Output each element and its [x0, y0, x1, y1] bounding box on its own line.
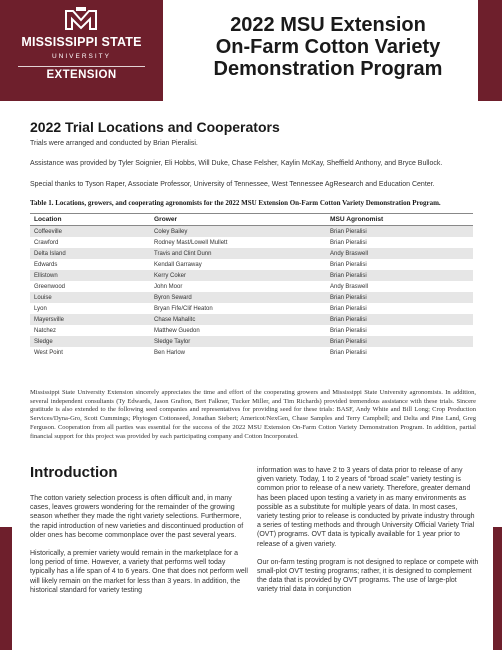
- location-cell: Lyon: [34, 305, 47, 312]
- agronomist-cell: Brian Pieralisi: [330, 305, 367, 312]
- grower-cell: Kerry Coker: [150, 270, 326, 281]
- title-line-2: On-Farm Cotton Variety: [215, 36, 441, 58]
- location-cell: Edwards: [34, 261, 58, 268]
- table-row: [30, 281, 473, 292]
- introduction-right-column: [257, 466, 479, 604]
- location-cell: Louise: [30, 292, 150, 303]
- paragraph-trials-arranged: Trials were arranged and conducted by Brian Pieralisi.: [30, 140, 198, 147]
- grower-cell: Matthew Guedon: [154, 327, 200, 334]
- grower-cell: Rodney Mast/Lowell Mullett: [154, 239, 228, 246]
- grower-cell: Byron Seward: [150, 292, 326, 303]
- location-cell: Natchez: [34, 327, 57, 334]
- location-cell: Mayersville: [30, 314, 150, 325]
- location-cell: Greenwood: [34, 283, 66, 290]
- intro-paragraph: information was to have 2 to 3 years of data prior to release of any given variety. Today, 1 to 2 years of “broad scale” variety testing is common prior to release of a new variety. Therefore, greater demand has been placed upon testing a variety in as many environments as possible as a substitute for multiple years of data. In most cases, variety testing prior to release is conducted by private industry through a series of testing methods and through University Official Variety Trial (OVT) programs. OVT data is typically available for 1 year prior to release of a given variety.: [257, 467, 475, 548]
- page-title: [178, 14, 478, 80]
- table-caption: Table 1. Locations, growers, and cooperating agronomists for the 2022 MSU Extension On-Farm Cotton Variety Demonstration Program.: [30, 199, 441, 207]
- msu-emblem-icon: [64, 7, 98, 33]
- column-header-location: Location: [30, 214, 150, 226]
- msu-extension-logo: [0, 0, 163, 101]
- agronomist-cell: Brian Pieralisi: [330, 239, 367, 246]
- intro-paragraph: Historically, a premier variety would remain in the marketplace for a long period of time. However, a variety that performs well today typically has a life span of 4 to 6 years. One that does not perform well will likely remain on the market for less than 3 years. In addition, the historical standard for variety testing: [30, 550, 248, 594]
- agronomist-cell: Brian Pieralisi: [330, 261, 367, 268]
- title-line-3: Demonstration Program: [213, 58, 443, 80]
- location-cell: West Point: [34, 349, 63, 356]
- paragraph-assistance: Assistance was provided by Tyler Soignier, Eli Hobbs, Will Duke, Chase Felsher, Kaylin McKay, Sheffield Anthony, and Bryce Bullock.: [30, 160, 443, 167]
- agronomist-cell: Brian Pieralisi: [330, 349, 367, 356]
- logo-university-label: UNIVERSITY: [51, 53, 111, 60]
- paragraph-special-thanks: Special thanks to Tyson Raper, Associate Professor, University of Tennessee, West Tennessee AgResearch and Education Center.: [30, 181, 435, 188]
- table-row: [30, 325, 473, 336]
- column-header-agronomist: MSU Agronomist: [326, 214, 473, 226]
- section-heading-introduction: Introduction: [30, 464, 118, 481]
- agronomist-cell: Andy Braswell: [326, 248, 473, 259]
- logo-divider: [18, 66, 145, 67]
- section-heading-trial-locations: 2022 Trial Locations and Cooperators: [30, 119, 280, 135]
- table-row: [30, 314, 473, 325]
- grower-cell: Travis and Clint Dunn: [150, 248, 326, 259]
- agronomist-cell: Brian Pieralisi: [326, 314, 473, 325]
- table-row: [30, 347, 473, 358]
- agronomist-cell: Brian Pieralisi: [326, 292, 473, 303]
- agronomist-cell: Brian Pieralisi: [326, 270, 473, 281]
- logo-university-name: MISSISSIPPI STATE: [21, 35, 142, 49]
- table-row: [30, 336, 473, 347]
- table-row: [30, 270, 473, 281]
- location-cell: Delta Island: [30, 248, 150, 259]
- agronomist-cell: Brian Pieralisi: [330, 327, 367, 334]
- introduction-left-column: [30, 494, 252, 604]
- grower-cell: Chase Mahalitc: [150, 314, 326, 325]
- intro-paragraph: Our on-farm testing program is not designed to replace or compete with small-plot OVT testing programs; rather, it is designed to complement the data that is provided by OVT programs. The use of large-plot variety trial data in conjunction: [257, 558, 479, 594]
- location-cell: Sledge: [30, 336, 150, 347]
- left-edge-accent: [0, 527, 12, 650]
- locations-table: [30, 213, 473, 358]
- table-row: [30, 292, 473, 303]
- table-header-row: [30, 214, 473, 226]
- table-row: [30, 226, 473, 238]
- grower-cell: Coley Bailey: [150, 226, 326, 238]
- agronomist-cell: Brian Pieralisi: [326, 226, 473, 238]
- location-cell: Ellistown: [30, 270, 150, 281]
- column-header-grower: Grower: [150, 214, 326, 226]
- grower-cell: Kendall Garraway: [154, 261, 202, 268]
- table-row: [30, 237, 473, 248]
- table-row: [30, 259, 473, 270]
- header-accent-bar: [478, 0, 502, 101]
- logo-extension-label: EXTENSION: [46, 69, 117, 81]
- location-cell: Coffeeville: [30, 226, 150, 238]
- acknowledgment-paragraph: Mississippi State University Extension sincerely appreciates the time and effort of the cooperating growers and Mississippi State University agronomists. In addition, several independent consultants (Ty Edwards, Jason Grafton, Bert Falkner, Tucker Miller, and Tim Richards) provided tremendous assistance with these trials. Sincere gratitude is also extended to the following seed companies and representatives for providing seed for these trials: BASF, Andy White and Bill Long; Crop Production Services/Dyna-Gro, Scott Cummings; Phytogen Cottonseed, Jonathan Siebert; Americot/NexGen, Chase Samples and Terry Campbell; and Delta and Pine Land, Greg Ferguson. Cooperation from all parties was essential for the success of the 2022 MSU Extension On-Farm Cotton Variety Demonstration Program. In addition, partial financial support for this project was provided by each participating company and Cotton Incorporated.: [30, 389, 476, 440]
- intro-paragraph: The cotton variety selection process is often difficult and, in many cases, leaves growers wondering for the remainder of the growing season whether they made the right variety selections. Furthermore, the rapid introduction of new varieties and discontinued production of older ones has become commonplace over the past several years.: [30, 495, 244, 539]
- grower-cell: Bryan Fife/Clif Heaton: [154, 305, 213, 312]
- table-row: [30, 303, 473, 314]
- agronomist-cell: Brian Pieralisi: [326, 336, 473, 347]
- grower-cell: John Moor: [154, 283, 183, 290]
- title-line-1: 2022 MSU Extension: [230, 14, 426, 36]
- table-row: [30, 248, 473, 259]
- grower-cell: Ben Harlow: [154, 349, 186, 356]
- location-cell: Crawford: [34, 239, 59, 246]
- grower-cell: Sledge Taylor: [150, 336, 326, 347]
- agronomist-cell: Andy Braswell: [330, 283, 369, 290]
- right-edge-accent: [493, 527, 502, 650]
